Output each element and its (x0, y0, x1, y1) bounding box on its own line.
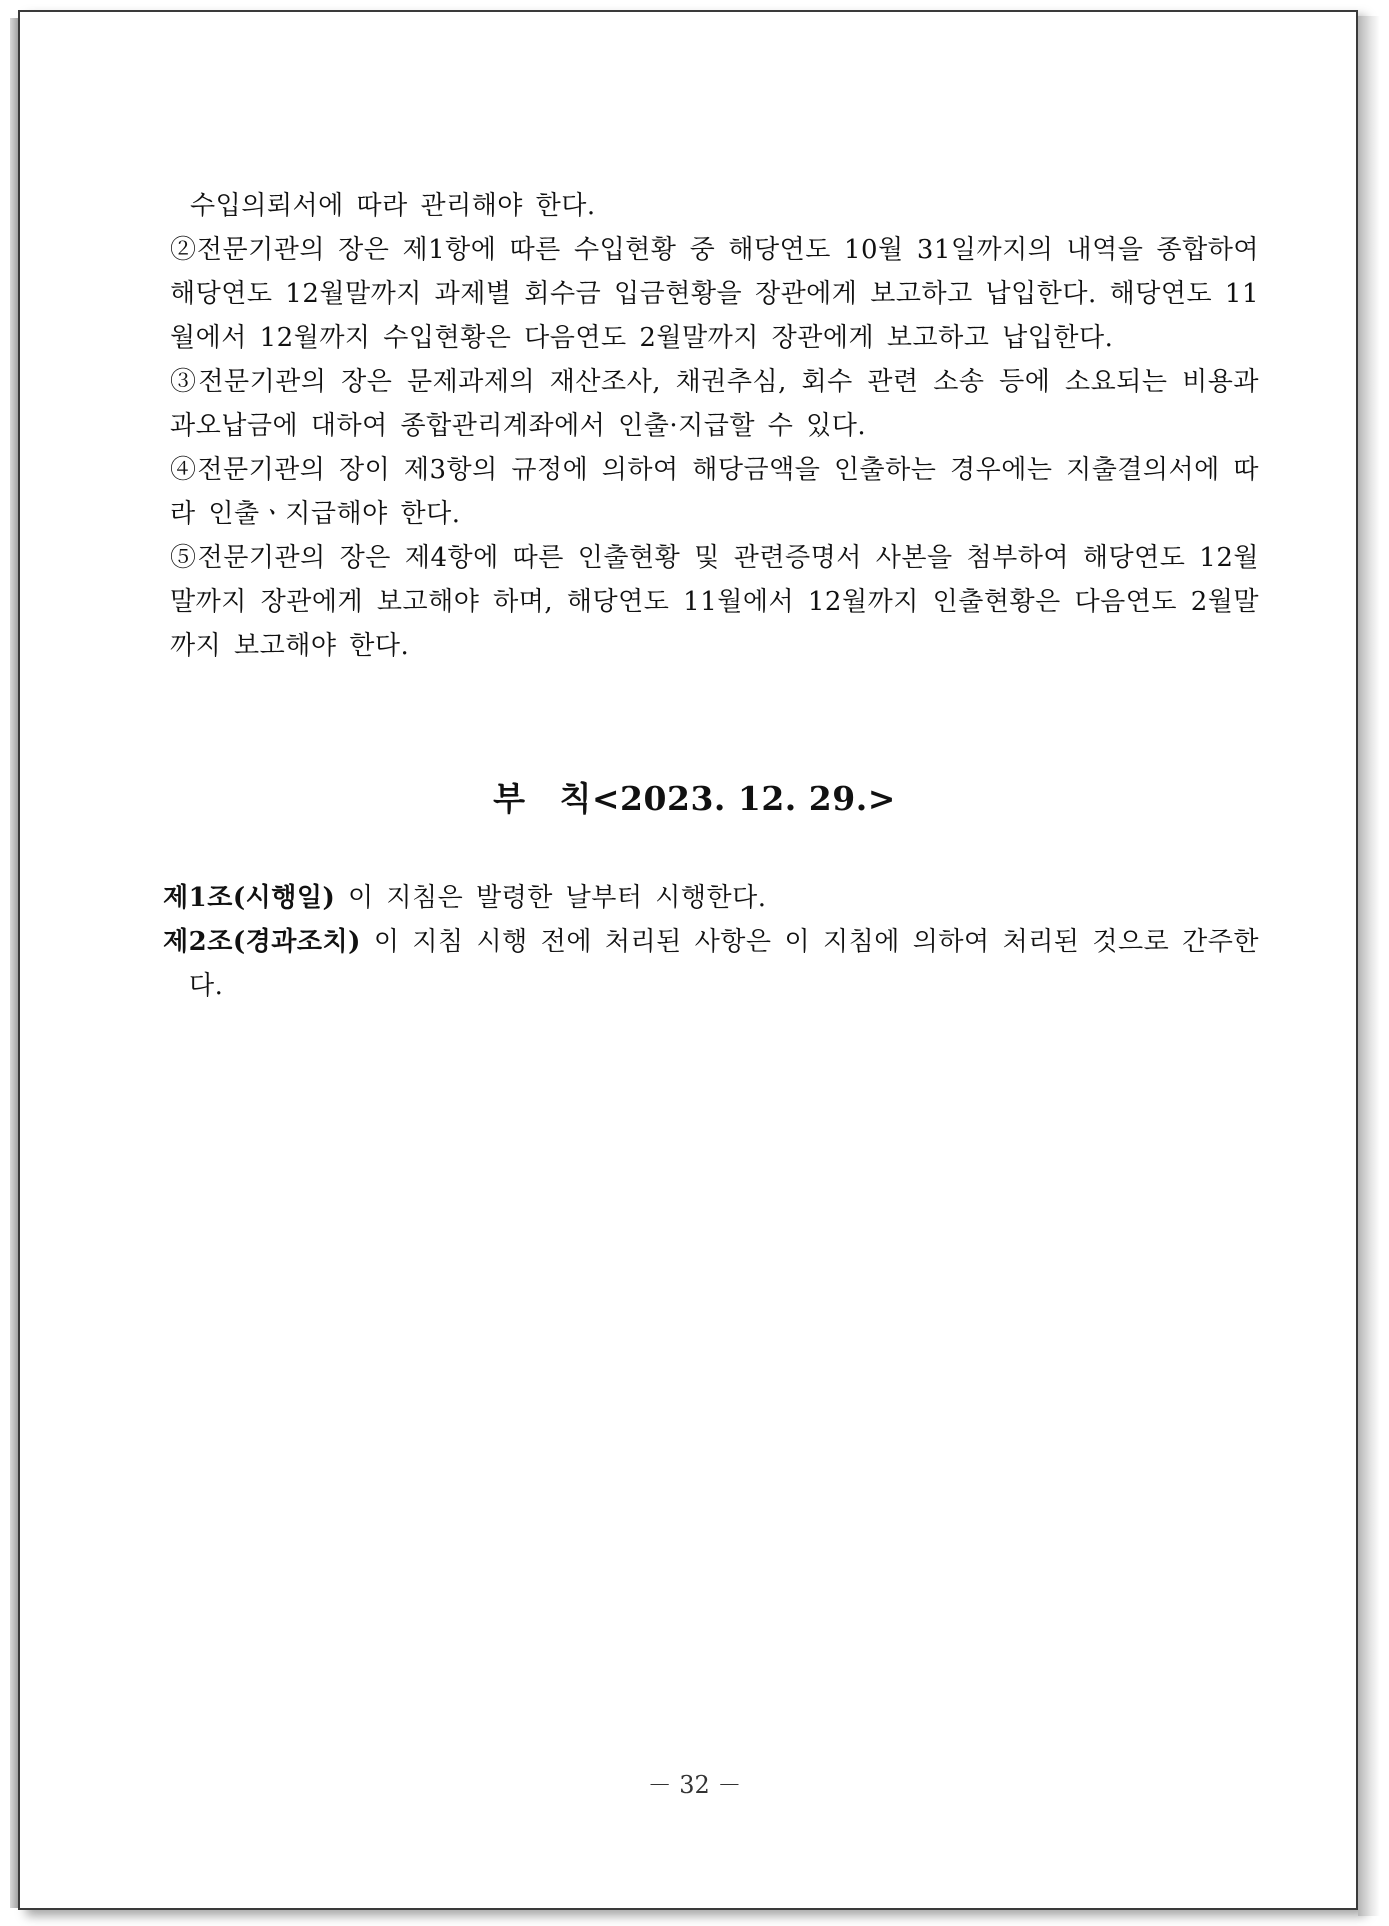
article-2 (163, 920, 1259, 1008)
regulation-body (170, 184, 1259, 668)
paragraph-5: ⑤전문기관의 장은 제4항에 따른 인출현황 및 관련증명서 사본을 첨부하여 해당연도 12월말까지 장관에게 보고해야 하며, 해당연도 11월에서 12월까지 인출현황은 다음연도 2월말까지 보고해야 한다. (170, 543, 1259, 661)
appendix-title-part1: 부 (493, 779, 526, 818)
paragraph-4: ④전문기관의 장이 제3항의 규정에 의하여 해당금액을 인출하는 경우에는 지출결의서에 따라 인출ㆍ지급해야 한다. (170, 455, 1259, 529)
article-2-heading: 제2조(경과조치) (163, 927, 361, 957)
page-shadow-right (1358, 16, 1380, 1916)
article-1 (163, 876, 1259, 920)
paragraph-3: ③전문기관의 장은 문제과제의 재산조사, 채권추심, 회수 관련 소송 등에 소요되는 비용과 과오납금에 대하여 종합관리계좌에서 인출·지급할 수 있다. (170, 367, 1259, 441)
appendix-title-part2: 칙<2023. 12. 29.> (559, 779, 896, 818)
appendix-title (0, 773, 1389, 820)
appendix-articles (163, 876, 1259, 1008)
paragraph-continuation: 수입의뢰서에 따라 관리해야 한다. (190, 191, 596, 221)
article-1-heading: 제1조(시행일) (163, 883, 336, 913)
article-2-text: 이 지침 시행 전에 처리된 사항은 이 지침에 의하여 처리된 것으로 간주한다. (189, 927, 1259, 1001)
paragraph-2: ②전문기관의 장은 제1항에 따른 수입현황 중 해당연도 10월 31일까지의 내역을 종합하여 해당연도 12월말까지 과제별 회수금 입금현황을 장관에게 보고하고 납입한다. 해당연도 11월에서 12월까지 수입현황은 다음연도 2월말까지 장관에게 보고하고 납입한다. (170, 235, 1259, 353)
article-1-text: 이 지침은 발령한 날부터 시행한다. (335, 883, 767, 913)
page-number: － 32 － (647, 1771, 742, 1799)
